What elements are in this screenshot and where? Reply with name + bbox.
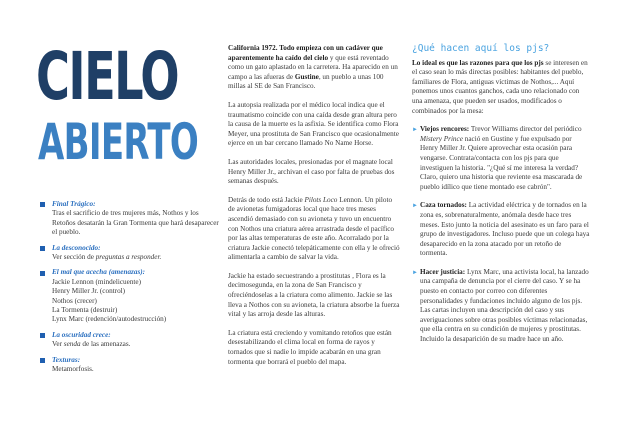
paragraph-kidnappings: Jackie ha estado secuestrando a prostitutas , Flora es la decimosegunda, en la zona de San Francisco y ofreciéndoselas a la criatura como alimento. Jackie se las lleva a Nothos con su avioneta, la criatura absorbe la fuerza vital y las arroja desde las alturas. xyxy=(228,271,400,319)
body-text: Ver sección de xyxy=(52,253,96,262)
threat-line: Lynx Marc (redención/autodestrucción) xyxy=(52,315,167,324)
intro-text: y que está reventado como un gato aplastado en la carretera. Ha aparecido en un campo a las afueras de xyxy=(228,53,398,81)
list-item-darkness xyxy=(40,331,220,350)
section-heading: ¿Qué hacen aquí los pjs? xyxy=(412,43,550,54)
hooks-intro xyxy=(412,59,590,117)
blue-square-icon xyxy=(40,271,45,276)
arrow-icon: ► xyxy=(412,203,418,210)
body-text: Detrás de todo está Jackie xyxy=(228,195,305,204)
threat-lines xyxy=(40,278,220,325)
logo-line-abierto: ABIERTO xyxy=(38,113,199,171)
hook-text: Trevor Williams director del periódico xyxy=(469,125,582,134)
body-italic: preguntas a responder. xyxy=(95,253,162,262)
blue-square-icon xyxy=(40,358,45,363)
nickname: Pilots Loco xyxy=(304,195,338,204)
logo-line-cielo: CIELO xyxy=(36,38,179,115)
blue-square-icon xyxy=(40,202,45,207)
threat-line: Henry Miller Jr. (control) xyxy=(52,287,126,296)
body-text: Lennon. Un piloto de avionetas fumigadoras local que hace tres meses ascendió demasiado con su avioneta y tuvo un encuentro con Nothos una criatura aérea arrastrada desde el pacífico por las altas temperaturas de este año. Acorralado por la criatura Jackie conectó telepáticamente con ella y le ofreció alimentarla a cambio de salvar la vida. xyxy=(228,195,400,262)
summary-list xyxy=(40,200,220,381)
blue-square-icon xyxy=(40,246,45,251)
title-logo xyxy=(28,38,208,182)
list-heading: La desconocido: xyxy=(52,243,101,252)
arrow-icon: ► xyxy=(412,269,418,276)
hook-text: nació en Gustine y fue expulsado por Henry Miller Jr. Quiere aprovechar esta ocasión para vengarse. Contrata/contacta con los pjs para que investiguen la historia. "¿Qué sí me interesa la verdad? Claro, quiero una historia que reviente esa mascarada de pueblo idílico que tiene montado ese cabrón". xyxy=(420,134,583,191)
threat-line: Jackie Lennon (mindelicuente) xyxy=(52,277,142,286)
list-item-threats xyxy=(40,268,220,324)
paragraph-intro xyxy=(228,44,400,92)
hooks-column xyxy=(412,44,590,354)
list-item-unknown xyxy=(40,244,220,263)
list-heading: El mal que acecha (amenazas): xyxy=(52,268,146,277)
threat-line: La Tormenta (destruir) xyxy=(52,306,118,315)
hook-title: Caza tornados: xyxy=(420,201,467,210)
story-column xyxy=(228,44,400,376)
paragraph-creature: La criatura está creciendo y vomitando retoños que están desestabilizando el clima local en forma de rayos y tornados que si nadie lo impide acabarán en una gran tormenta que borrará el pueblo del mapa. xyxy=(228,328,392,366)
list-body: Metamorfosis. xyxy=(52,365,94,374)
list-heading: La oscuridad crece: xyxy=(52,330,111,339)
hook-storm-chasers xyxy=(412,201,590,259)
newspaper-name: Mistery Prince xyxy=(420,134,463,143)
intro-text: se interesen en el caso sean lo más directas posibles: habitantes del pueblo, familiares de Flora, antiguas víctimas de Nothos,... Aquí ponemos unos cuantos ganchos, cada uno relacionado con una amenaza, que pueden ser usados, modificados o combinados por la mesa: xyxy=(412,58,588,115)
body-text: de las amenazas. xyxy=(80,340,131,349)
intro-bold: Lo ideal es que las razones para que los pjs xyxy=(412,58,544,67)
hook-title: Viejos rencores: xyxy=(420,125,470,134)
hook-justice xyxy=(412,268,590,345)
hook-title: Hacer justicia: xyxy=(420,267,466,276)
list-heading: Final Trágico: xyxy=(52,200,96,208)
intro-bold: California 1972. Todo empieza con un cadáver que aparentemente ha caído del cielo xyxy=(228,44,383,62)
list-item-textures xyxy=(40,356,220,375)
hook-old-grudges xyxy=(412,125,590,192)
list-heading: Texturas: xyxy=(52,355,81,364)
blue-square-icon xyxy=(40,333,45,338)
body-text: Ver xyxy=(52,340,64,349)
arrow-icon: ► xyxy=(412,127,418,134)
paragraph-jackie xyxy=(228,196,400,263)
list-body xyxy=(40,253,220,262)
paragraph-authorities: Las autoridades locales, presionadas por el magnate local Henry Miller Jr., archivan el caso por falta de pruebas dos semanas después. xyxy=(228,157,395,186)
list-item-final xyxy=(40,200,220,238)
hook-text: La actividad eléctrica y de tornados en la zona es, sobrenaturalmente, anómala desde hace tres meses. Esto junto la noticia del asesinato es un faro para el grupo de investigadores. Incluso puede que un colega haya desaparecido en la zona atacado por un retoño de tormenta. xyxy=(420,201,590,258)
body-italic: senda xyxy=(63,340,81,349)
threat-line: Nothos (crecer) xyxy=(52,296,97,305)
hook-text: Lynx Marc, una activista local, ha lanzado una campaña de denuncia por el cierre del caso. Y se ha puesto en contacto por correo con diferentes personalidades y fundaciones incluido alguno de los pjs. Las cartas incluyen una descripción del caso y sus averiguaciones sobre otras posibles víctimas relacionadas, que ella centra en su condición de mujeres y prostitutas. Incluido la desaparición de su madre hace un año. xyxy=(420,267,589,344)
paragraph-autopsy: La autopsia realizada por el médico local indica que el traumatismo coincide con una caída desde gran altura pero la causa de la muerte es la asfixia. Se identifica como Flora Meyer, una prostituta de San Francisco que ocasionalmente ejerce en un bar cercano llamado No Name Horse. xyxy=(228,100,399,148)
list-body xyxy=(40,340,220,349)
intro-text: , un pueblo a unas 100 millas al SE de San Francisco. xyxy=(228,72,384,91)
list-body: Tras el sacrificio de tres mujeres más, Nothos y los Retoños desatarán la Gran Tormenta que hará desaparecer el pueblo. xyxy=(52,209,219,237)
place-name: Gustine xyxy=(294,72,319,81)
